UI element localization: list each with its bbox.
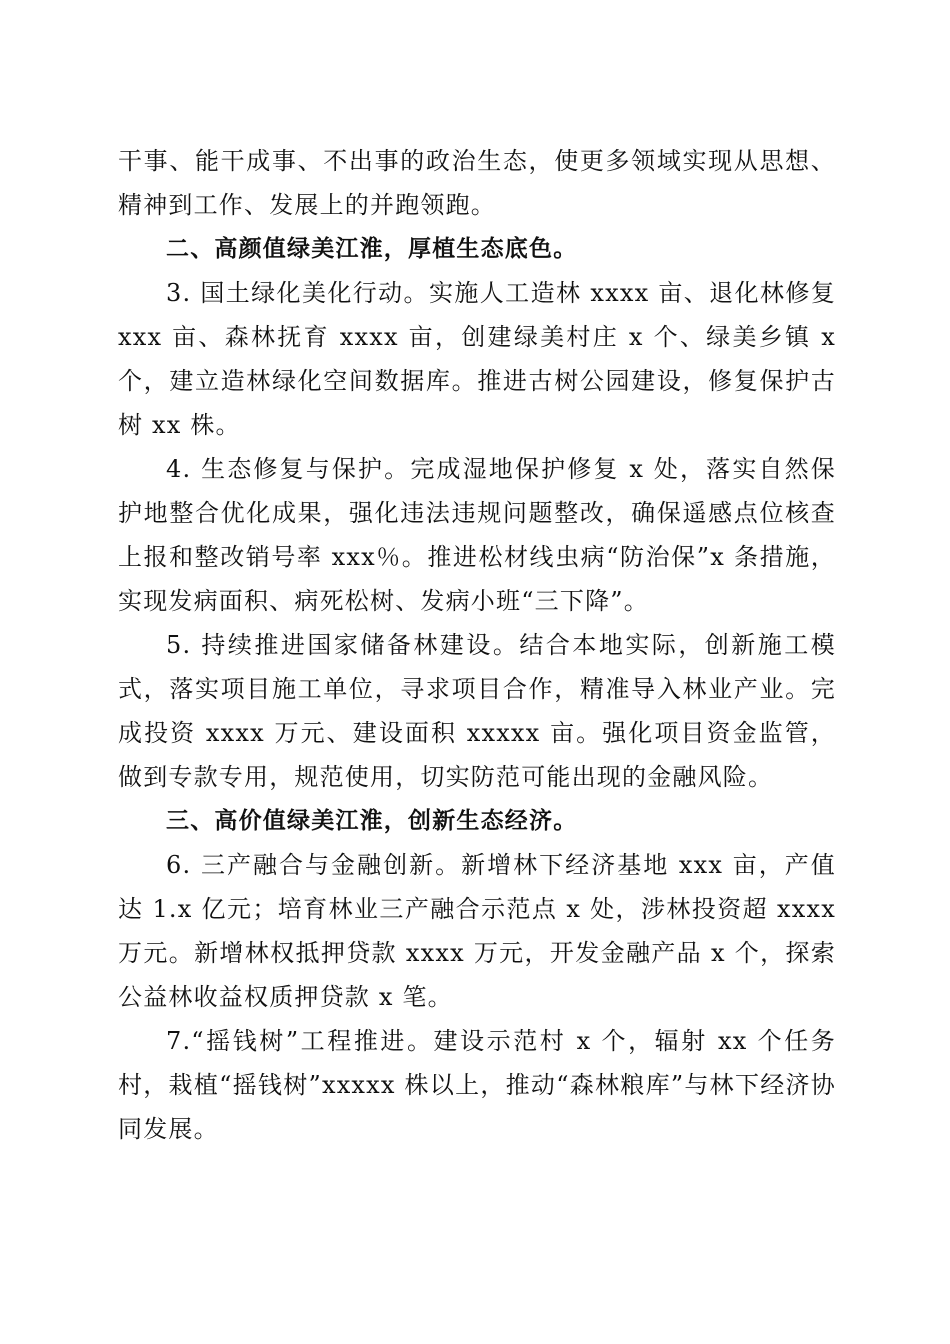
- paragraph-item-4: 4. 生态修复与保护。完成湿地保护修复 x 处，落实自然保护地整合优化成果，强化违法违规问题整改，确保遥感点位核查上报和整改销号率 xxx％。推进松材线虫病“防治保”x 条措施，实现发病面积、病死松树、发病小班“三下降”。: [118, 455, 836, 615]
- paragraph-item-5: 5. 持续推进国家储备林建设。结合本地实际，创新施工模式，落实项目施工单位，寻求项目合作，精准导入林业产业。完成投资 xxxx 万元、建设面积 xxxxx 亩。强化项目资金监管，做到专款专用，规范使用，切实防范可能出现的金融风险。: [118, 631, 836, 791]
- paragraph-continuation: 干事、能干成事、不出事的政治生态，使更多领域实现从思想、精神到工作、发展上的并跑领跑。: [118, 147, 836, 219]
- paragraph-item-7: 7.“摇钱树”工程推进。建设示范村 x 个，辐射 xx 个任务村，栽植“摇钱树”xxxxx 株以上，推动“森林粮库”与林下经济协同发展。: [118, 1027, 836, 1143]
- document-body: [118, 139, 836, 1151]
- paragraph-item-3: 3. 国土绿化美化行动。实施人工造林 xxxx 亩、退化林修复 xxx 亩、森林抚育 xxxx 亩，创建绿美村庄 x 个、绿美乡镇 x 个，建立造林绿化空间数据库。推进古树公园建设，修复保护古树 xx 株。: [118, 279, 836, 439]
- section-heading-2: 二、高颜值绿美江淮，厚植生态底色。: [166, 236, 578, 262]
- section-heading-3: 三、高价值绿美江淮，创新生态经济。: [166, 808, 578, 834]
- paragraph-item-6: 6. 三产融合与金融创新。新增林下经济基地 xxx 亩，产值达 1.x 亿元；培育林业三产融合示范点 x 处，涉林投资超 xxxx 万元。新增林权抵押贷款 xxxx 万元，开发金融产品 x 个，探索公益林收益权质押贷款 x 笔。: [118, 851, 836, 1011]
